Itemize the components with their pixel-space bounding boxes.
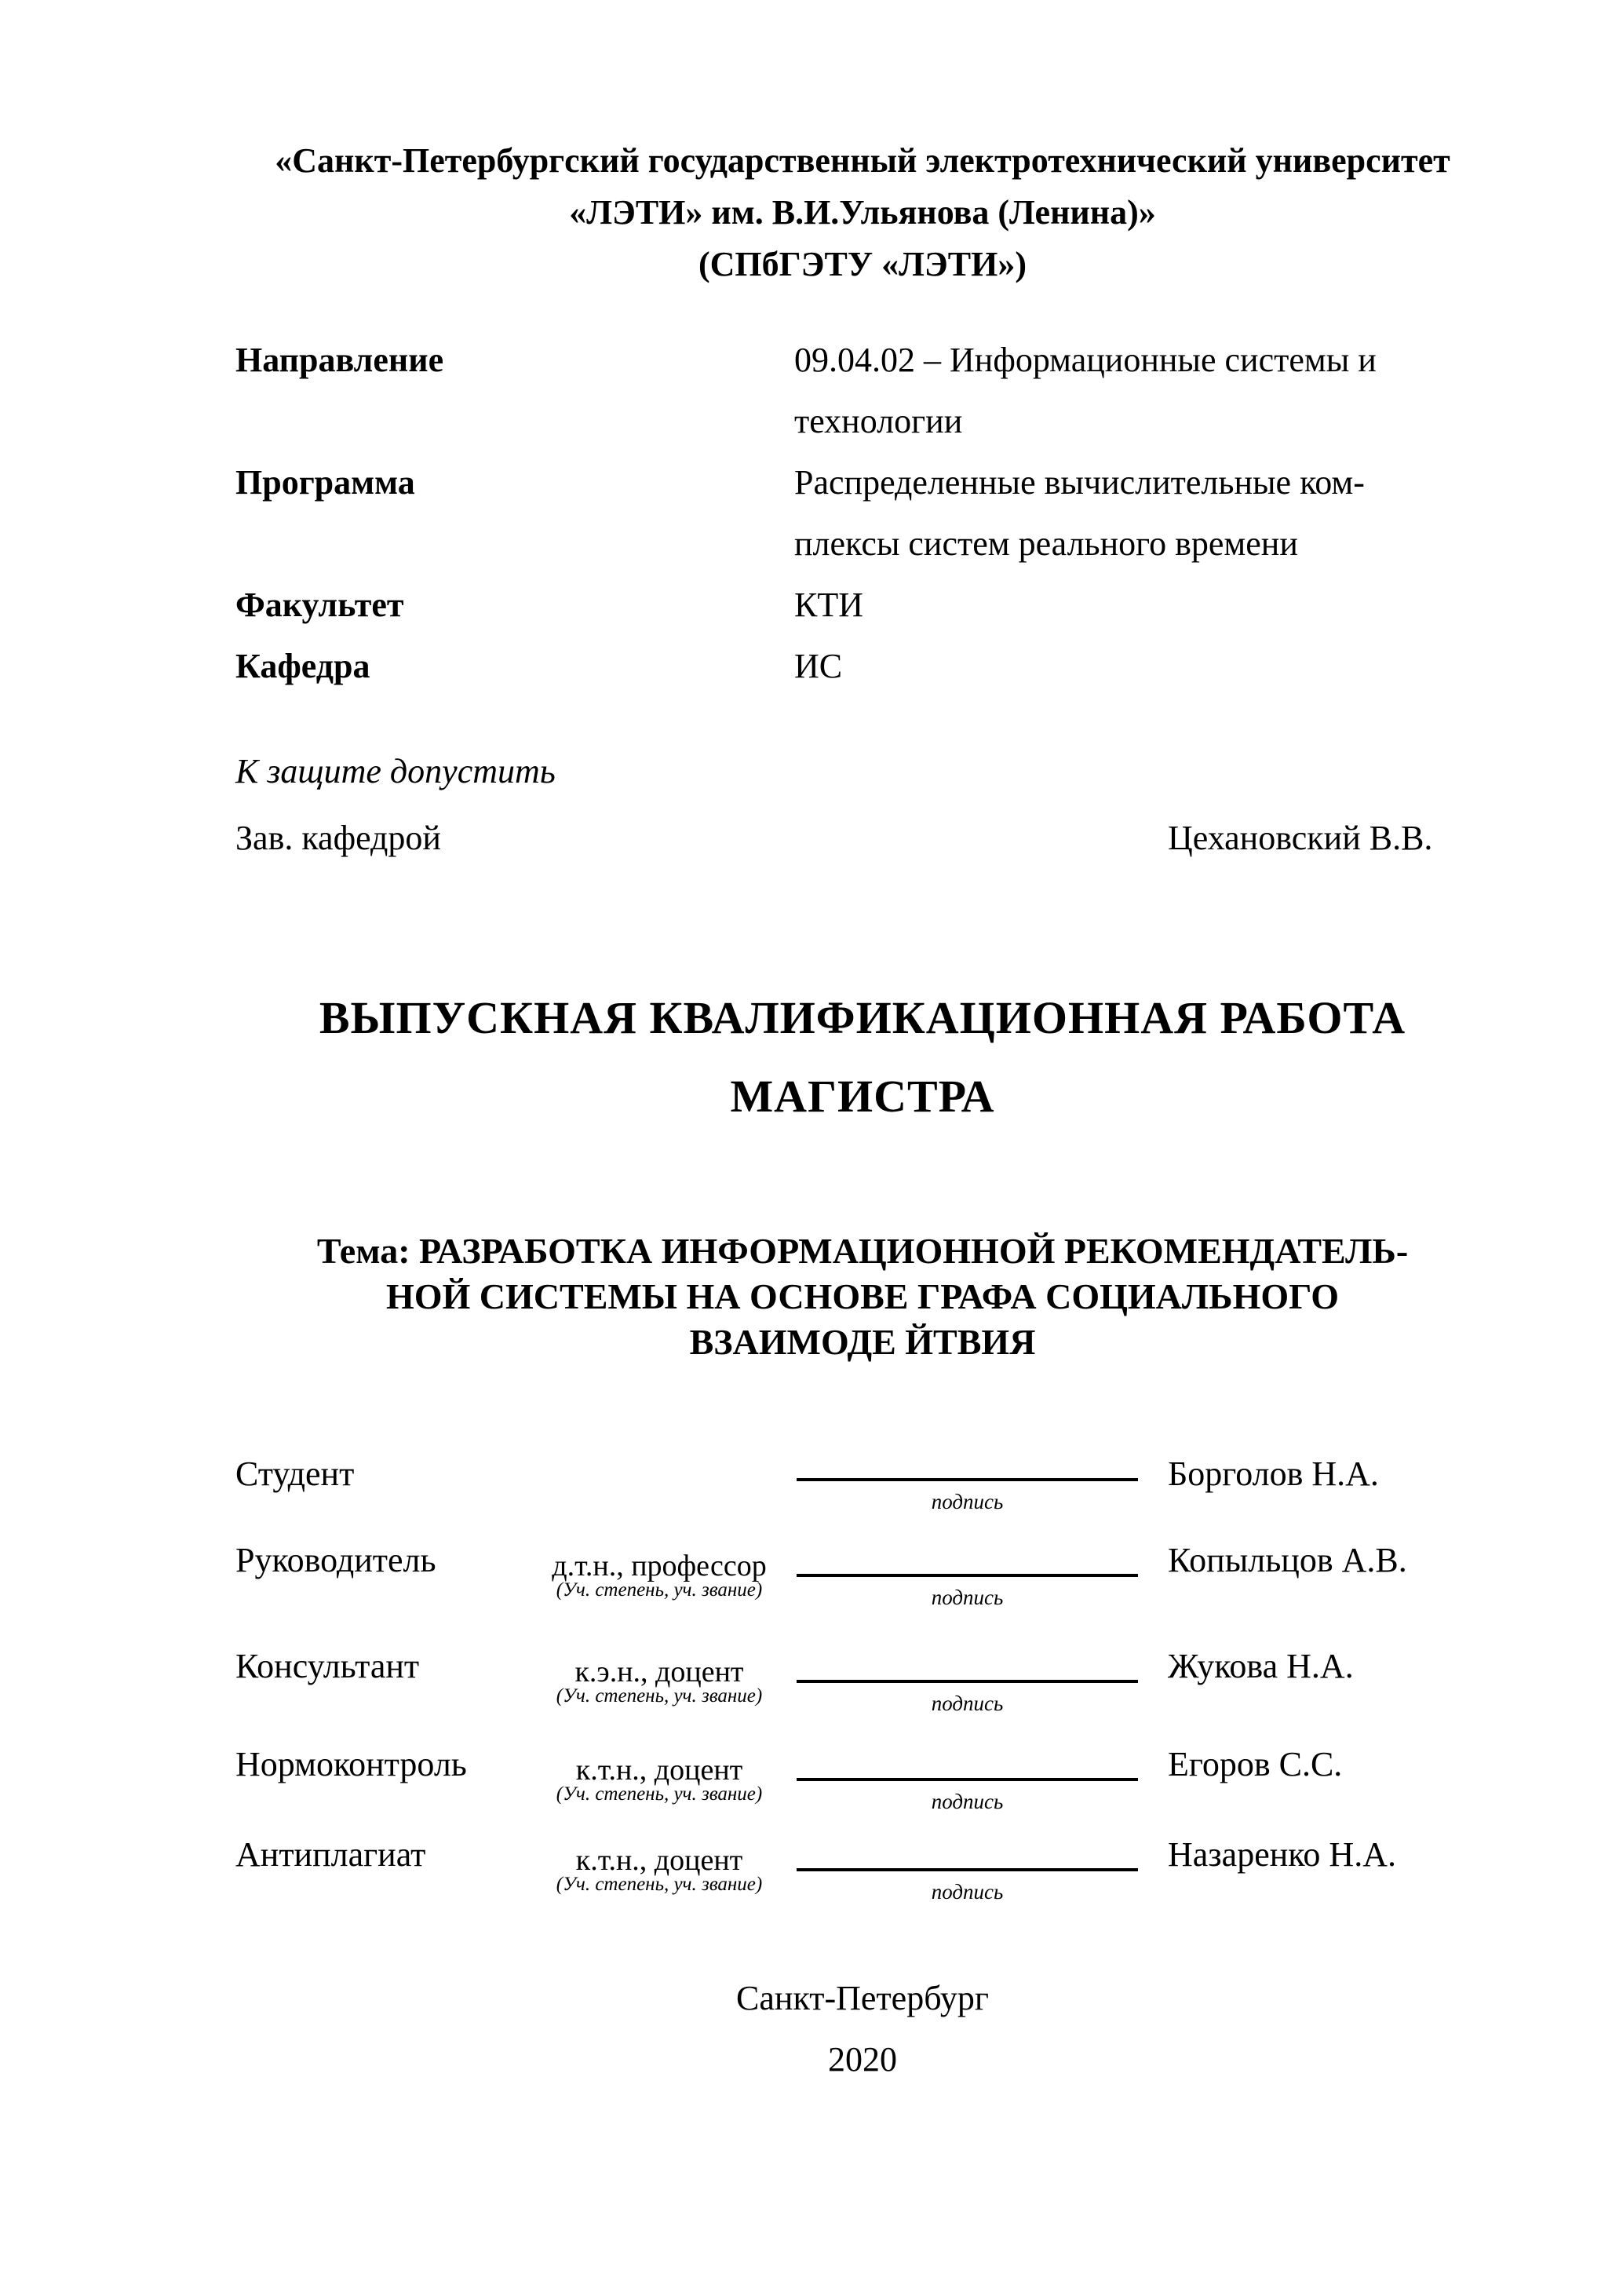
field-value: технологии	[794, 402, 963, 440]
signature-table	[235, 0, 1523, 2296]
signature-degree: к.т.н., доцент	[575, 1754, 743, 1787]
signature-row-student	[235, 1455, 1523, 1549]
signature-line	[797, 1478, 1138, 1481]
signature-caption: подпись	[931, 1490, 1004, 1513]
field-value: КТИ	[794, 586, 863, 624]
theme-line: НОЙ СИСТЕМЫ НА ОСНОВЕ ГРАФА СОЦИАЛЬНОГО	[385, 1276, 1340, 1316]
signature-name: Копыльцов А.В.	[1168, 1541, 1407, 1579]
department-head-label: Зав. кафедрой	[235, 819, 441, 857]
signature-degree: к.т.н., доцент	[575, 1844, 743, 1877]
signature-caption: подпись	[931, 1692, 1004, 1715]
signature-name: Егоров С.С.	[1168, 1745, 1343, 1783]
theme-line: ВЗАИМОДЕ ЙТВИЯ	[689, 1322, 1036, 1362]
field-value: 09.04.02 – Информационные системы и	[794, 341, 1377, 379]
signature-role: Нормоконтроль	[235, 1745, 467, 1783]
field-label: Кафедра	[235, 647, 370, 685]
university-name-line: «Санкт-Петербургский государственный электротехнический университет	[275, 141, 1450, 180]
footer	[235, 1968, 1490, 2090]
admission-approve-text: К защите допустить	[235, 752, 556, 790]
university-abbreviation-line: (СПбГЭТУ «ЛЭТИ»)	[698, 245, 1027, 283]
signature-row-supervisor	[235, 1541, 1523, 1635]
footer-city: Санкт-Петербург	[736, 1979, 989, 2017]
signature-name: Борголов Н.А.	[1168, 1455, 1379, 1493]
signature-degree: к.э.н., доцент	[574, 1655, 744, 1688]
footer-year: 2020	[828, 2040, 897, 2079]
field-value: плексы систем реального времени	[794, 524, 1298, 563]
signature-line	[797, 1778, 1138, 1781]
signature-name: Жукова Н.А.	[1168, 1647, 1354, 1685]
signature-degree-hint: (Уч. степень, уч. звание)	[556, 1783, 763, 1805]
field-label: Факультет	[235, 586, 404, 624]
signature-caption: подпись	[931, 1790, 1004, 1813]
signature-degree-hint: (Уч. степень, уч. звание)	[556, 1579, 763, 1601]
theme-line: Тема: РАЗРАБОТКА ИНФОРМАЦИОННОЙ РЕКОМЕНДАТЕЛЬ-	[316, 1231, 1409, 1271]
signature-caption: подпись	[931, 1586, 1004, 1609]
university-name-line: «ЛЭТИ» им. В.И.Ульянова (Ленина)»	[569, 193, 1156, 232]
signature-degree-hint: (Уч. степень, уч. звание)	[556, 1874, 763, 1895]
department-head-name: Цехановский В.В.	[1168, 819, 1433, 857]
signature-role: Консультант	[235, 1647, 420, 1685]
signature-line	[797, 1680, 1138, 1683]
signature-caption: подпись	[931, 1880, 1004, 1904]
work-title-line: ВЫПУСКНАЯ КВАЛИФИКАЦИОННАЯ РАБОТА	[319, 992, 1406, 1043]
field-label: Программа	[235, 463, 415, 502]
signature-role: Руководитель	[235, 1541, 436, 1579]
field-value: ИС	[794, 647, 843, 685]
signature-line	[797, 1574, 1138, 1577]
signature-row-consultant	[235, 1647, 1523, 1741]
signature-degree-hint: (Уч. степень, уч. звание)	[556, 1685, 763, 1706]
signature-row-antiplagiarism	[235, 1835, 1523, 1929]
signature-row-normcontrol	[235, 1745, 1523, 1839]
work-title-line: МАГИСТРА	[730, 1071, 995, 1122]
field-value: Распределенные вычислительные ком-	[794, 463, 1365, 502]
signature-role: Студент	[235, 1455, 355, 1493]
signature-role: Антиплагиат	[235, 1835, 426, 1874]
field-label: Направление	[235, 341, 444, 379]
signature-degree: д.т.н., профессор	[552, 1550, 767, 1582]
signature-line	[797, 1868, 1138, 1871]
signature-name: Назаренко Н.А.	[1168, 1835, 1396, 1874]
